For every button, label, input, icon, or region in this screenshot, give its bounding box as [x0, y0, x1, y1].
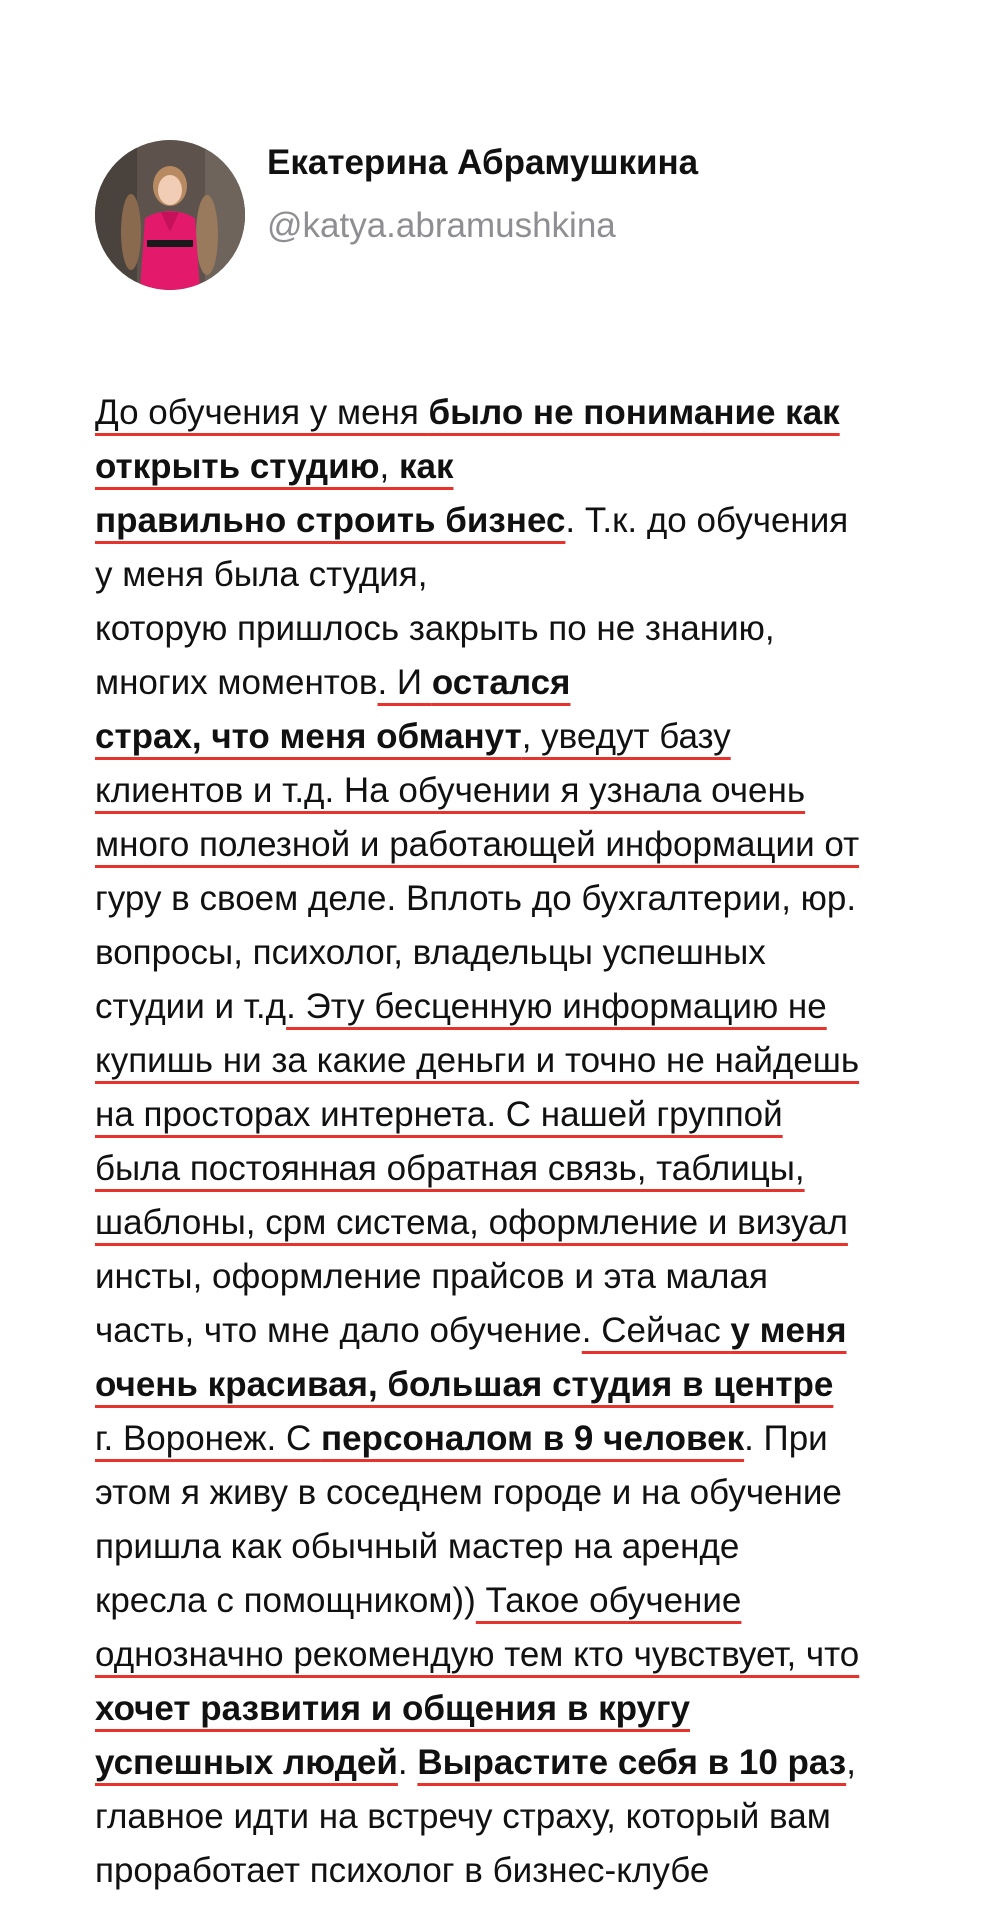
post-body [95, 386, 955, 1898]
post-text-line [95, 1790, 955, 1844]
post-text-line [95, 872, 955, 926]
post-text-segment: инсты, оформление прайсов и эта малая [95, 1257, 768, 1296]
post-text-segment: хочет развития и общения в кругу [95, 1689, 691, 1728]
post-text-line [95, 494, 955, 548]
post-text-segment: которую пришлось закрыть по не знанию, [95, 609, 775, 648]
post-header [95, 140, 935, 290]
post-text-segment: на просторах интернета. С нашей группой [95, 1095, 783, 1134]
post-text-segment: было не понимание как [428, 393, 840, 432]
post-text-segment: . И [377, 663, 432, 702]
author-name: Екатерина Абрамушкина [267, 143, 699, 182]
post-text-segment: у меня [730, 1311, 847, 1350]
post-text-line [95, 1520, 955, 1574]
post-text-line [95, 1304, 955, 1358]
post-text-segment: как [398, 447, 454, 486]
post-text-segment: успешных людей [95, 1743, 398, 1782]
post-text-line [95, 1682, 955, 1736]
post-text-segment: страх, что меня обманут [95, 717, 522, 756]
post-text-line [95, 656, 955, 710]
post-text-line [95, 980, 955, 1034]
post-text-segment: многих моментов [95, 663, 378, 702]
post-text-line [95, 1412, 955, 1466]
post-text-line [95, 1088, 955, 1142]
post-text-segment: проработает психолог в бизнес-клубе [95, 1851, 710, 1890]
post-text-line [95, 1844, 955, 1898]
post-text-segment: г. Воронеж. С [95, 1419, 321, 1458]
post-text-segment: До обучения у меня [95, 393, 429, 432]
post-text-segment: вопросы, психолог, владельцы успешных [95, 933, 766, 972]
post-text-segment: Вырастите себя в 10 раз [417, 1743, 847, 1782]
post-text-segment: . [397, 1743, 418, 1782]
post-text-segment: этом я живу в соседнем городе и на обучение [95, 1473, 842, 1512]
post-text-line [95, 1736, 955, 1790]
avatar[interactable] [95, 140, 245, 290]
post-text-segment: купишь ни за какие деньги и точно не найдешь [95, 1041, 860, 1080]
post-text-segment: остался [431, 663, 571, 702]
post-text-line [95, 1628, 955, 1682]
post-text-line [95, 602, 955, 656]
post-text-segment: гуру в своем деле. Вплоть до бухгалтерии, юр. [95, 879, 857, 918]
post-text-segment: была постоянная обратная связь, таблицы, [95, 1149, 805, 1188]
avatar-photo-icon [95, 140, 245, 290]
post-text-segment: пришла как обычный мастер на аренде [95, 1527, 740, 1566]
post-text-line [95, 440, 955, 494]
post-text-segment: однозначно рекомендую тем кто чувствует, что [95, 1635, 860, 1674]
post-text-segment: кресла с помощником)) [95, 1581, 476, 1620]
post-text-line [95, 1466, 955, 1520]
post-text-segment: студии и т.д [95, 987, 287, 1026]
post-text-segment: клиентов и т.д. На обучении я узнала очень [95, 771, 806, 810]
post-text-segment: . При [744, 1419, 828, 1458]
post-text-segment: , уведут базу [521, 717, 731, 756]
post-text-line [95, 926, 955, 980]
post-text-segment: главное идти на встречу страху, который вам [95, 1797, 831, 1836]
post-text-line [95, 1034, 955, 1088]
post-text-segment: очень красивая, большая студия в центре [95, 1365, 834, 1404]
post-text-line [95, 548, 955, 602]
post-text-segment: часть, что мне дало обучение [95, 1311, 582, 1350]
post-text-line [95, 1574, 955, 1628]
post-text-line [95, 1358, 955, 1412]
post-text-line [95, 818, 955, 872]
post-text-segment: , [846, 1743, 856, 1782]
post-text-segment: у меня была студия, [95, 555, 428, 594]
post-text-line [95, 710, 955, 764]
post-text-segment: много полезной и работающей информации от [95, 825, 860, 864]
post-text-segment: открыть студию [95, 447, 380, 486]
post-text-line [95, 764, 955, 818]
post-text-line [95, 1196, 955, 1250]
post-text-segment: . Эту бесценную информацию не [286, 987, 827, 1026]
post-text-segment: персоналом в 9 человек [320, 1419, 745, 1458]
author-handle[interactable]: @katya.abramushkina [267, 206, 616, 245]
post-text-segment: , [379, 447, 399, 486]
post-text-segment: . Т.к. до обучения [565, 501, 849, 540]
post-text-segment: . Сейчас [581, 1311, 731, 1350]
post-text-line [95, 1250, 955, 1304]
post-text-segment: шаблоны, срм система, оформление и визуал [95, 1203, 848, 1242]
post-text-line [95, 386, 955, 440]
post-text-segment: Такое обучение [475, 1581, 742, 1620]
post-text-line [95, 1142, 955, 1196]
post-text-segment: правильно строить бизнес [95, 501, 566, 540]
